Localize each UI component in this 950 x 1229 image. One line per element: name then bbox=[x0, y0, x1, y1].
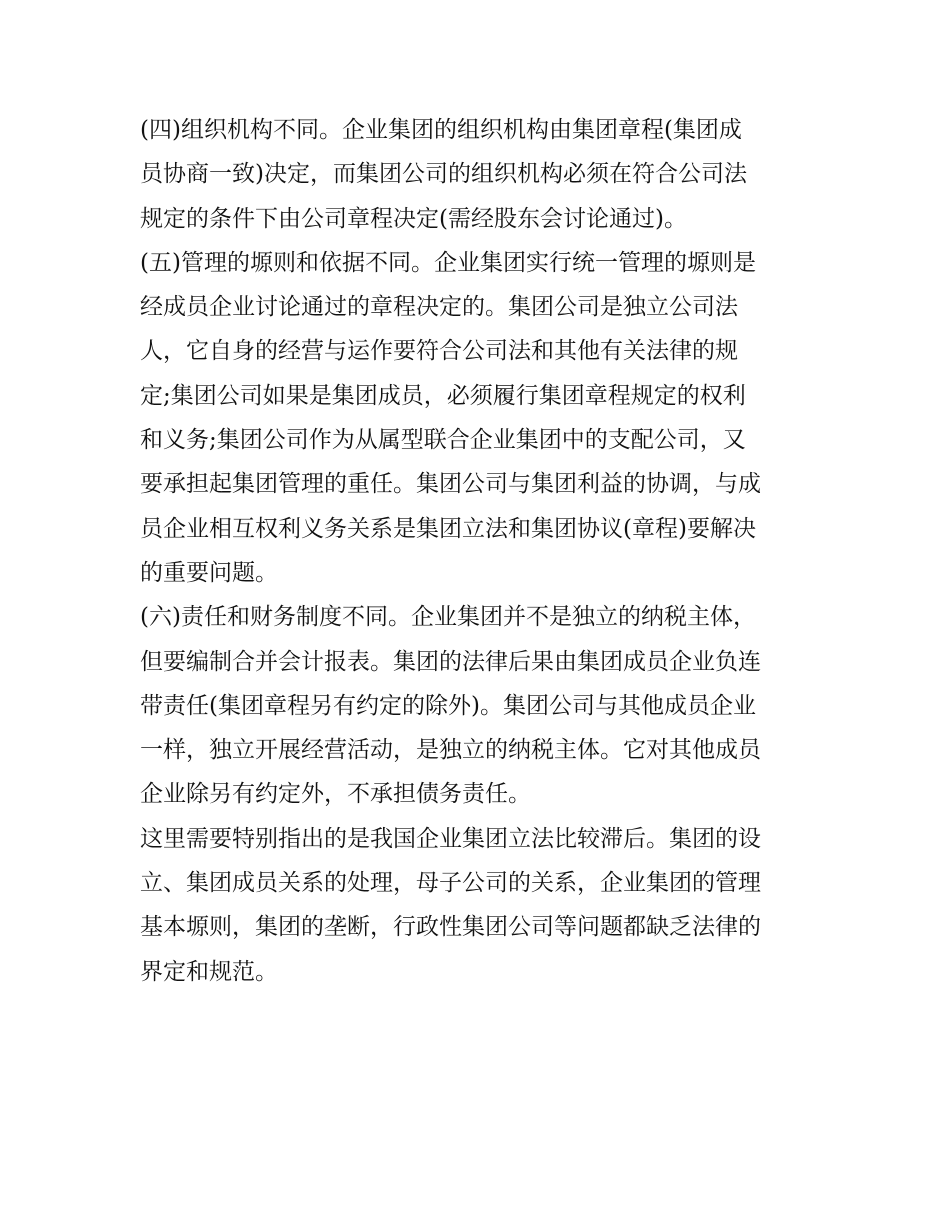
paragraph-4-line-3: 规定的条件下由公司章程决定(需经股东会讨论通过)。 bbox=[140, 205, 687, 232]
paragraph-5-line-7: 员企业相互权利义务关系是集团立法和集团协议(章程)要解决 bbox=[140, 515, 756, 542]
paragraph-5-line-1: (五)管理的塬则和依据不同。企业集团实行统一管理的塬则是 bbox=[140, 249, 756, 276]
paragraph-6-line-2: 但要编制合并会计报表。集团的法律后果由集团成员企业负连 bbox=[140, 648, 761, 675]
paragraph-5-line-8: 的重要问题。 bbox=[140, 559, 278, 586]
paragraph-5-line-6: 要承担起集团管理的重任。集团公司与集团利益的协调，与成 bbox=[140, 471, 761, 498]
paragraph-note-line-4: 界定和规范。 bbox=[140, 958, 278, 985]
paragraph-5-line-2: 经成员企业讨论通过的章程决定的。集团公司是独立公司法 bbox=[140, 294, 738, 321]
paragraph-5-line-4: 定;集团公司如果是集团成员，必须履行集团章程规定的权利 bbox=[140, 382, 746, 409]
paragraph-6-line-3: 带责任(集团章程另有约定的除外)。集团公司与其他成员企业 bbox=[140, 692, 756, 719]
paragraph-note-line-2: 立、集团成员关系的处理，母子公司的关系，企业集团的管理 bbox=[140, 870, 761, 897]
paragraph-note-line-1: 这里需要特别指出的是我国企业集团立法比较滞后。集团的设 bbox=[140, 825, 761, 852]
paragraph-4-line-1: (四)组织机构不同。企业集团的组织机构由集团章程(集团成 bbox=[140, 117, 742, 143]
paragraph-6-line-1: (六)责任和财务制度不同。企业集团并不是独立的纳税主体， bbox=[140, 604, 756, 631]
paragraph-5-line-3: 人，它自身的经营与运作要符合公司法和其他有关法律的规 bbox=[140, 338, 738, 365]
paragraph-5-line-5: 和义务;集团公司作为从属型联合企业集团中的支配公司，又 bbox=[140, 427, 746, 454]
document-body bbox=[140, 108, 812, 994]
paragraph-note-line-3: 基本塬则，集团的垄断，行政性集团公司等问题都缺乏法律的 bbox=[140, 914, 761, 941]
paragraph-4-line-2: 员协商一致)决定，而集团公司的组织机构必须在符合公司法 bbox=[140, 161, 747, 188]
paragraph-6-line-5: 企业除另有约定外，不承担债务责任。 bbox=[140, 781, 531, 808]
paragraph-6-line-4: 一样，独立开展经营活动，是独立的纳税主体。它对其他成员 bbox=[140, 737, 761, 764]
